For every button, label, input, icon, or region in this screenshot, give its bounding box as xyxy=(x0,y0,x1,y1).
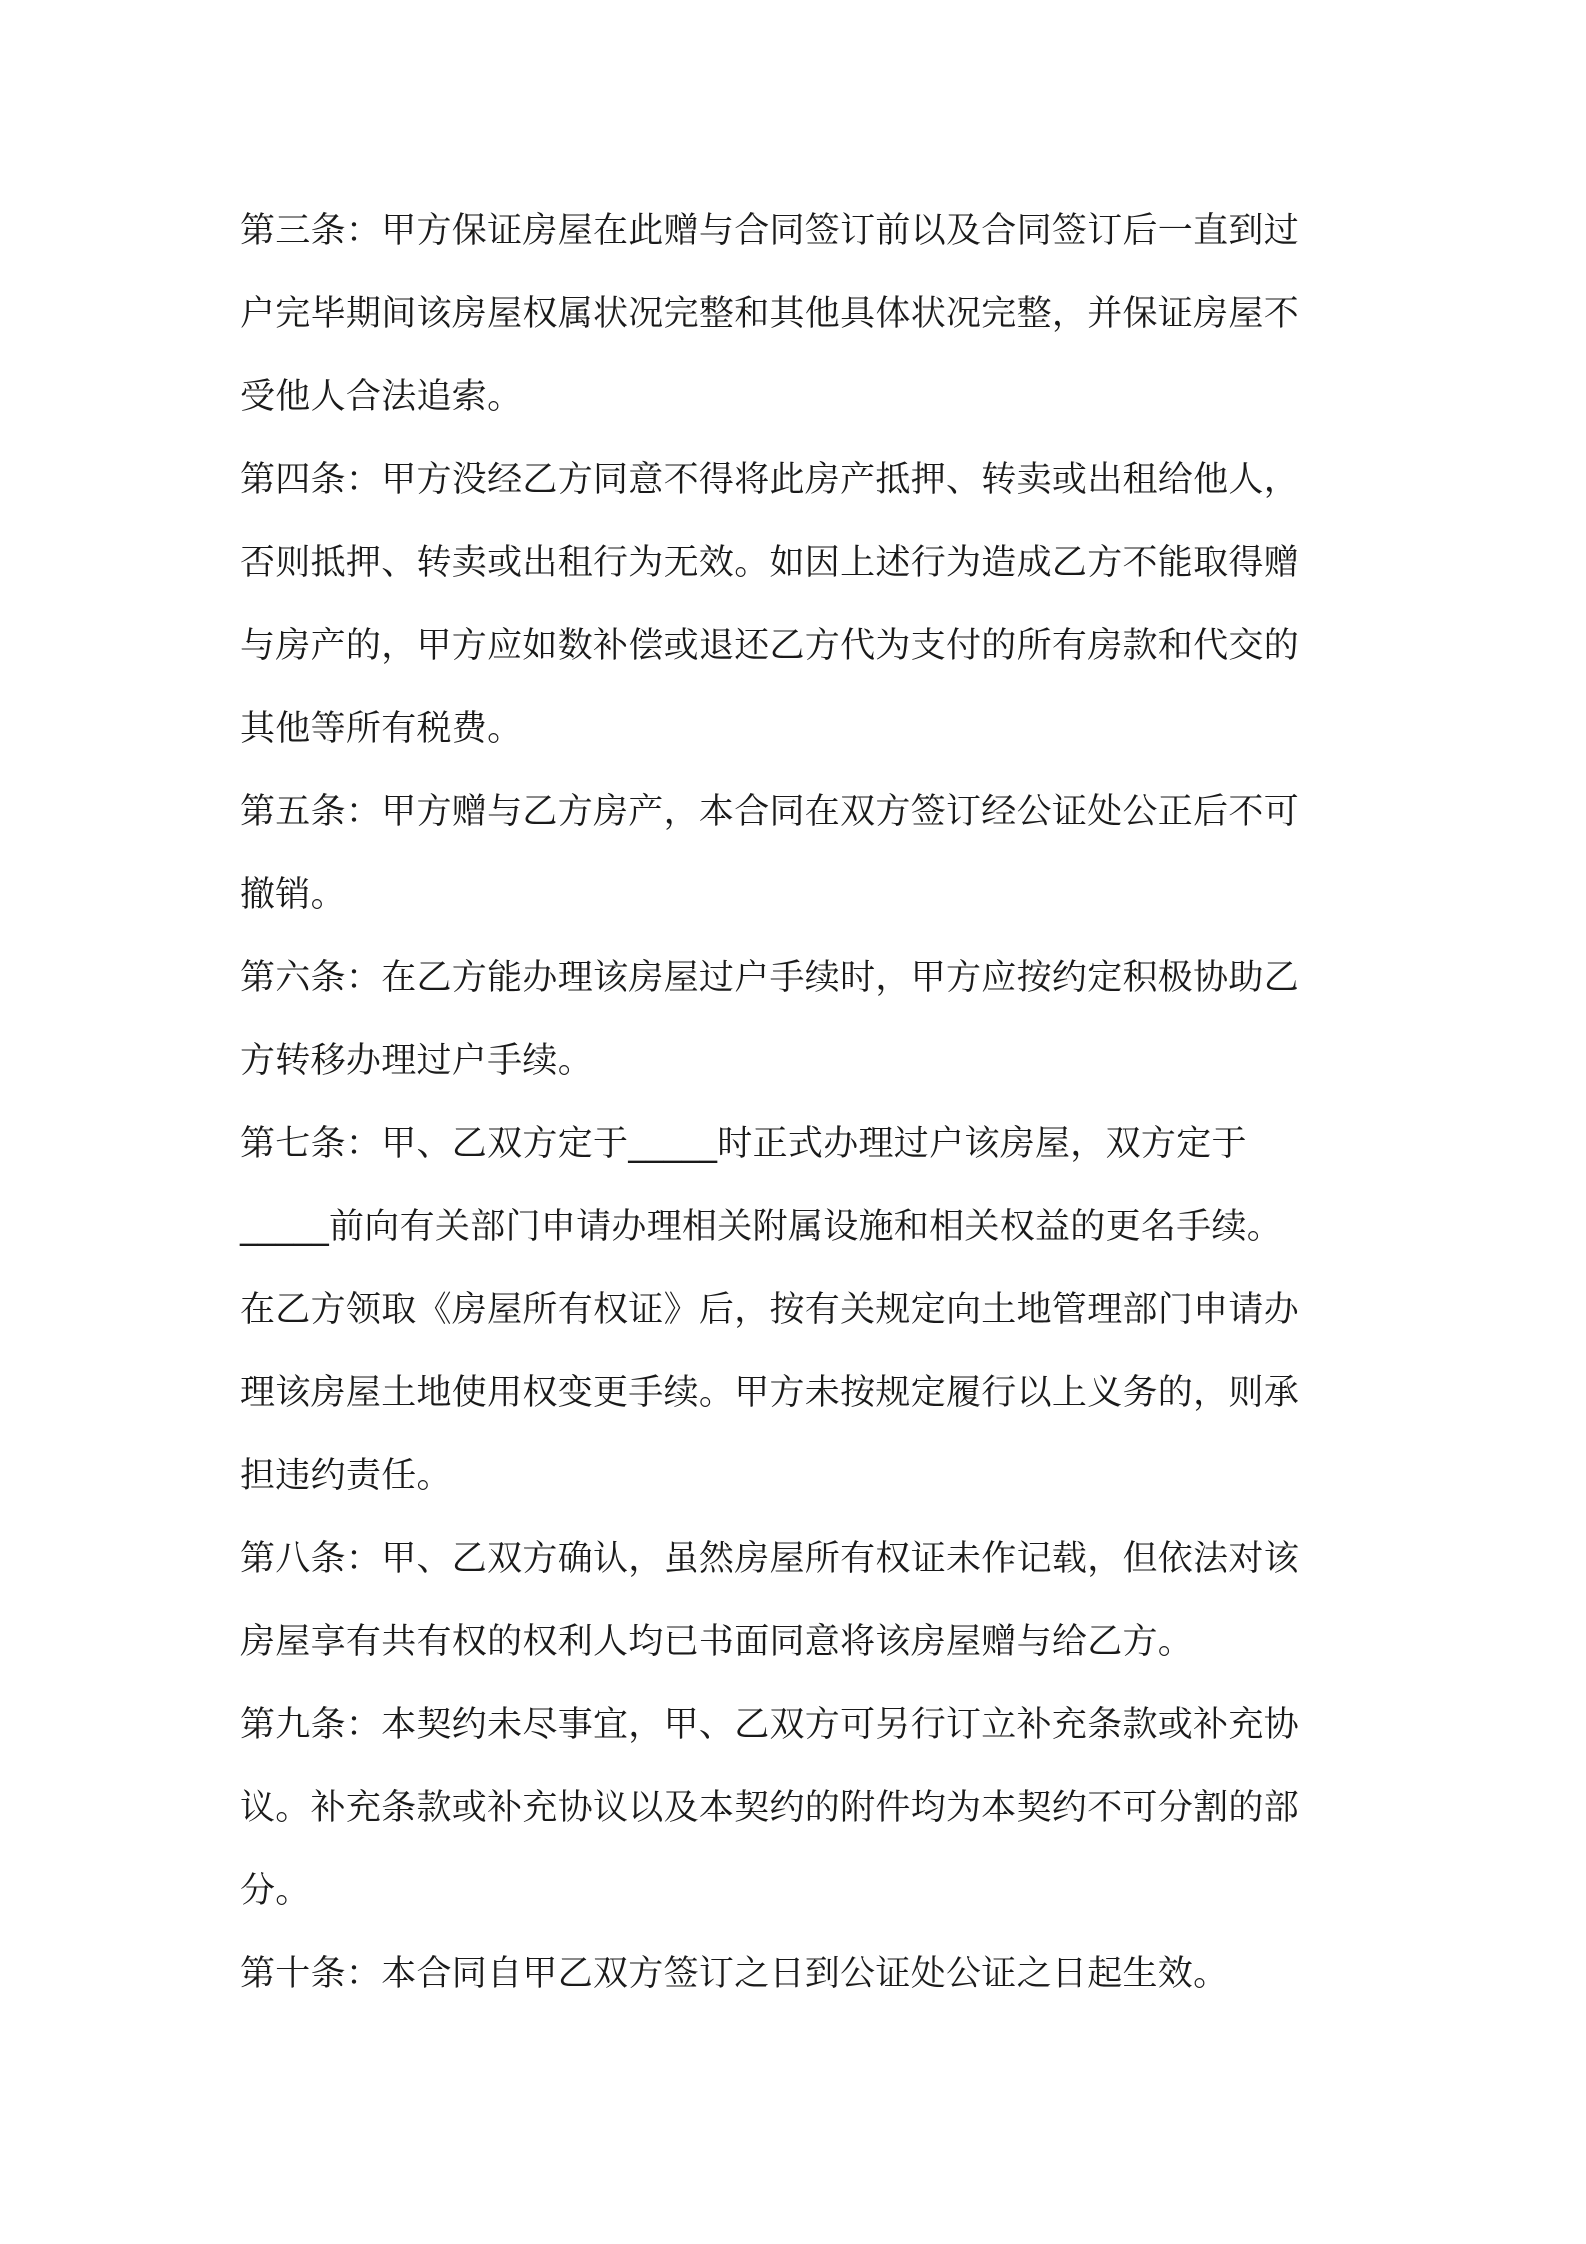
text-line: 户完毕期间该房屋权属状况完整和其他具体状况完整，并保证房屋不 xyxy=(240,294,1300,334)
text-line: 第五条：甲方赠与乙方房产，本合同在双方签订经公证处公正后不可 xyxy=(240,792,1300,832)
text-line: 第九条：本契约未尽事宜，甲、乙双方可另行订立补充条款或补充协 xyxy=(240,1705,1300,1745)
text-line: 其他等所有税费。 xyxy=(240,709,523,749)
text-line: 议。补充条款或补充协议以及本契约的附件均为本契约不可分割的部 xyxy=(240,1788,1300,1828)
text-line: 理该房屋土地使用权变更手续。甲方未按规定履行以上义务的，则承 xyxy=(240,1373,1300,1413)
text-line: 第七条：甲、乙双方定于_____时正式办理过户该房屋，双方定于 xyxy=(240,1124,1247,1164)
text-line: 与房产的，甲方应如数补偿或退还乙方代为支付的所有房款和代交的 xyxy=(240,626,1300,666)
text-line: 担违约责任。 xyxy=(240,1456,452,1496)
text-line: 第四条：甲方没经乙方同意不得将此房产抵押、转卖或出租给他人， xyxy=(240,460,1300,500)
text-line: 第六条：在乙方能办理该房屋过户手续时，甲方应按约定积极协助乙 xyxy=(240,958,1300,998)
text-line: 房屋享有共有权的权利人均已书面同意将该房屋赠与给乙方。 xyxy=(240,1622,1194,1662)
text-line: 第三条：甲方保证房屋在此赠与合同签订前以及合同签订后一直到过 xyxy=(240,211,1300,251)
text-line: 撤销。 xyxy=(240,875,346,915)
text-line: 第八条：甲、乙双方确认，虽然房屋所有权证未作记载，但依法对该 xyxy=(240,1539,1300,1579)
text-line: _____前向有关部门申请办理相关附属设施和相关权益的更名手续。 xyxy=(240,1207,1283,1247)
text-line: 方转移办理过户手续。 xyxy=(240,1041,594,1081)
text-line: 在乙方领取《房屋所有权证》后，按有关规定向土地管理部门申请办 xyxy=(240,1290,1300,1330)
text-line: 受他人合法追索。 xyxy=(240,377,523,417)
text-line: 分。 xyxy=(240,1871,311,1911)
text-line: 第十条：本合同自甲乙双方签订之日到公证处公证之日起生效。 xyxy=(240,1954,1229,1994)
text-line: 否则抵押、转卖或出租行为无效。如因上述行为造成乙方不能取得赠 xyxy=(240,543,1300,583)
